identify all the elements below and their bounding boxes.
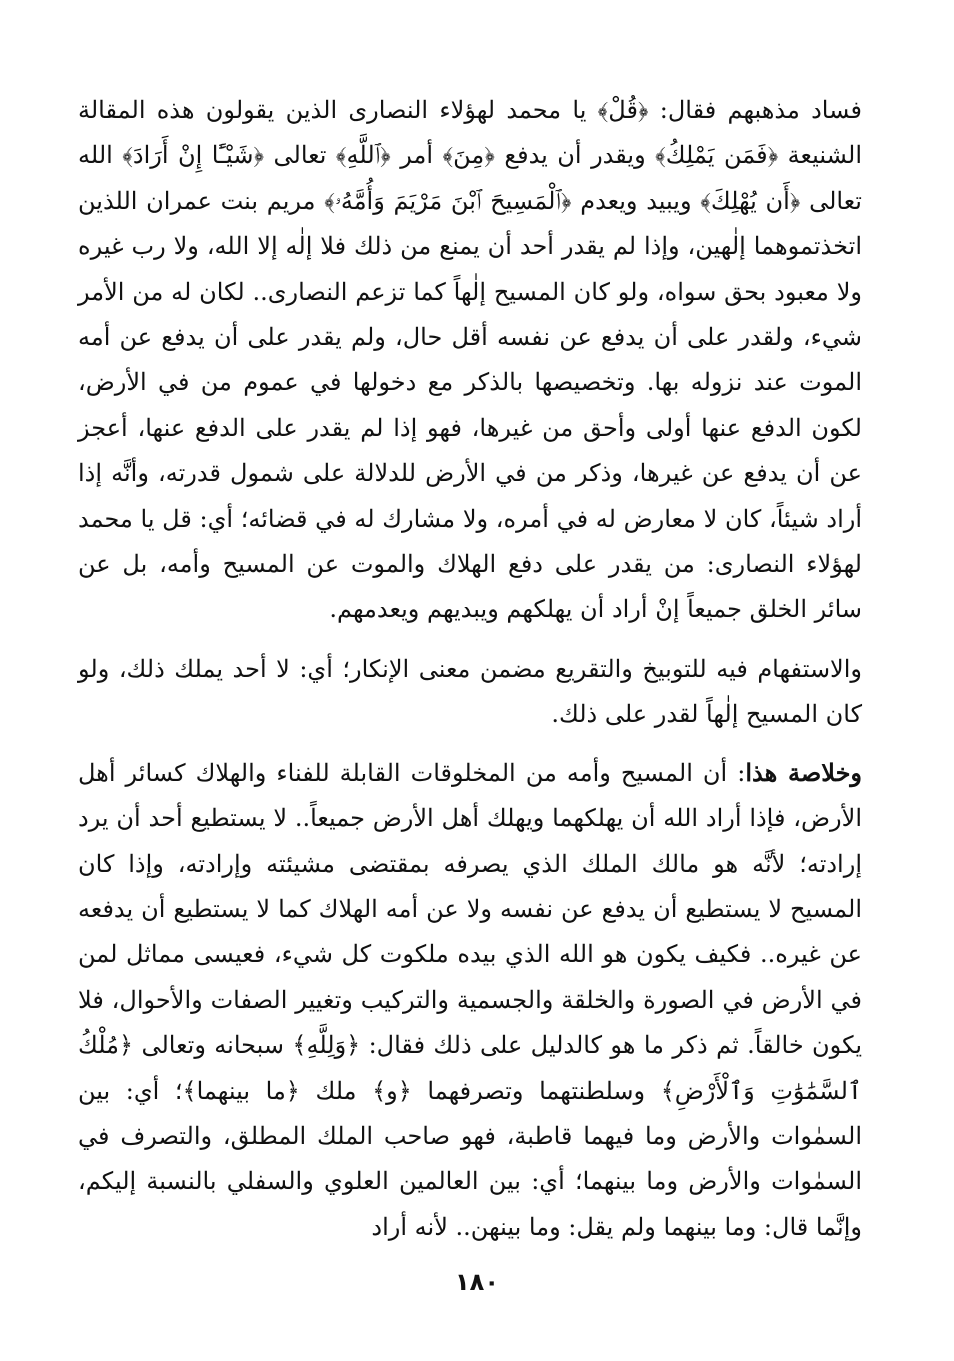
paragraph-3-text: : أن المسيح وأمه من المخلوقات القابلة للفناء والهلاك كسائر أهل الأرض، فإذا أراد الله أن يهلكهما ويهلك أهل الأرض جميعاً.. لا يستطيع أحد أن يرد إرادته؛ لأنَّه هو مالك الملك الذي يصرفه بمقتضى مشيئته وإرادته، وإذا كان المسيح لا يستطيع أن يدفع عن نفسه ولا عن أمه الهلاك كما لا يستطيع أن يدفعه عن غيره.. فكيف يكون هو الله الذي بيده ملكوت كل شيء، فعيسى مماثل لمن في الأرض في الصورة والخلقة والجسمية والتركيب وتغيير الصفات والأحوال، فلا يكون خالقاً. ثم ذكر ما هو كالدليل على ذلك فقال: ﴿وَلِلَّهِ﴾ سبحانه وتعالى ﴿مُلْكُ ٱلسَّمَٰوَٰتِ وَٱلْأَرْضِ﴾ وسلطنتهما وتصرفهما ﴿و﴾ ملك ﴿ما بينهما﴾؛ أي: بين السمٰوات والأرض وما فيهما قاطبة، فهو صاحب الملك المطلق، والتصرف في السمٰوات والأرض وما بينهما؛ أي: بين العالمين العلوي والسفلي بالنسبة إليكم، وإنَّما قال: وما بينهما ولم يقل: وما بينهن.. لأنه أراد: [78, 758, 862, 1241]
paragraph-1-text: فساد مذهبهم فقال: ﴿قُلْ﴾ يا محمد لهؤلاء النصارى الذين يقولون هذه المقالة الشنيعة ﴿فَمَن يَمْلِكُ﴾ ويقدر أن يدفع ﴿مِنَ﴾ أمر ﴿ٱللَّهِ﴾ تعالى ﴿شَيْـًٔا إِنْ أَرَادَ﴾ الله تعالى ﴿أَن يُهْلِكَ﴾ ويبيد ويعدم ﴿ٱلْمَسِيحَ ٱبْنَ مَرْيَمَ وَأُمَّهُۥ﴾ مريم بنت عمران اللذين اتخذتموهما إلٰهين، وإذا لم يقدر أحد أن يمنع من ذلك فلا إلٰه إلا الله، ولا رب غيره ولا معبود بحق سواه، ولو كان المسيح إلٰهاً كما تزعم النصارى.. لكان له من الأمر شيء، ولقدر على أن يدفع عن نفسه أقل حال، ولم يقدر على أن يدفع عن أمه الموت عند نزوله بها. وتخصيصها بالذكر مع دخولها في عموم من في الأرض، لكون الدفع عنها أولى وأحق من غيرها، فهو إذا لم يقدر على الدفع عنها، أعجز عن أن يدفع عن غيرها، وذكر من في الأرض للدلالة على شمول قدرته، وأنَّه إذا أراد شيئاً، كان لا معارض له في أمره، ولا مشارك له في قضائه؛ أي: قل يا محمد لهؤلاء النصارى: من يقدر على دفع الهلاك والموت عن المسيح وأمه، بل عن سائر الخلق جميعاً إنْ أراد أن يهلكهم ويبديهم ويعدمهم.: [78, 96, 862, 624]
paragraph-3: [78, 750, 862, 1250]
paragraph-1: [78, 88, 862, 633]
document-page: [78, 88, 862, 1250]
paragraph-2: [78, 647, 862, 738]
paragraph-3-lead: وخلاصة هذا: [745, 757, 862, 787]
paragraph-2-text: والاستفهام فيه للتوبيخ والتقريع مضمن معنى الإنكار؛ أي: لا أحد يملك ذلك، ولو كان المسيح إلٰهاً لقدر على ذلك.: [78, 654, 862, 729]
page-number: ١٨٠: [455, 1268, 499, 1296]
